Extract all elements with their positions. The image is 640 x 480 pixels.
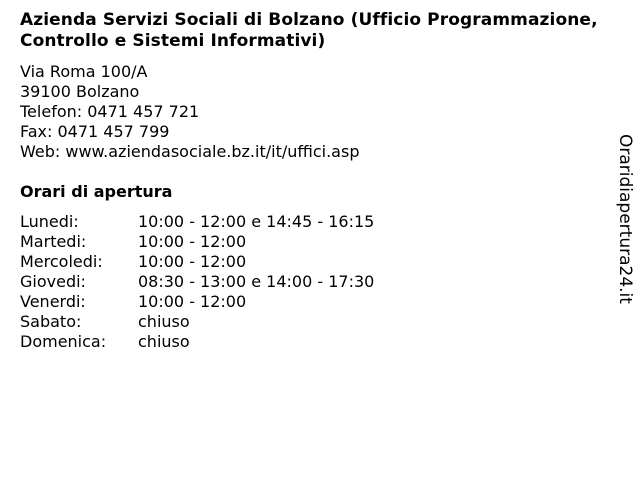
city-postal: 39100 Bolzano [20,82,140,101]
day-label: Giovedi: [20,272,86,291]
opening-hours-table [20,212,610,352]
time-value: chiuso [138,312,190,331]
opening-hours-heading: Orari di apertura [20,182,173,201]
website: Web: www.aziendasociale.bz.it/it/uffici.asp [20,142,360,161]
time-value: 10:00 - 12:00 [138,232,247,251]
day-label: Lunedi: [20,212,79,231]
phone-number: Telefon: 0471 457 721 [20,102,200,121]
time-value: chiuso [138,332,190,351]
hours-row-tuesday [20,232,610,252]
hours-row-wednesday [20,252,610,272]
business-name: Azienda Servizi Sociali di Bolzano (Ufficio Programmazione, Controllo e Sistemi Informativi) [20,10,598,51]
hours-row-saturday [20,312,610,332]
site-watermark-label: Oraridiapertura24.it [615,134,635,304]
time-value: 08:30 - 13:00 e 14:00 - 17:30 [138,272,375,291]
time-value: 10:00 - 12:00 [138,252,247,271]
time-value: 10:00 - 12:00 [138,292,247,311]
hours-row-sunday [20,332,610,352]
contact-info [20,62,610,162]
day-label: Sabato: [20,312,82,331]
business-card [20,10,610,352]
hours-row-thursday [20,272,610,292]
day-label: Domenica: [20,332,107,351]
day-label: Martedi: [20,232,87,251]
hours-row-friday [20,292,610,312]
hours-row-monday [20,212,610,232]
day-label: Mercoledi: [20,252,103,271]
day-label: Venerdi: [20,292,86,311]
time-value: 10:00 - 12:00 e 14:45 - 16:15 [138,212,375,231]
fax-number: Fax: 0471 457 799 [20,122,170,141]
street-address: Via Roma 100/A [20,62,148,81]
